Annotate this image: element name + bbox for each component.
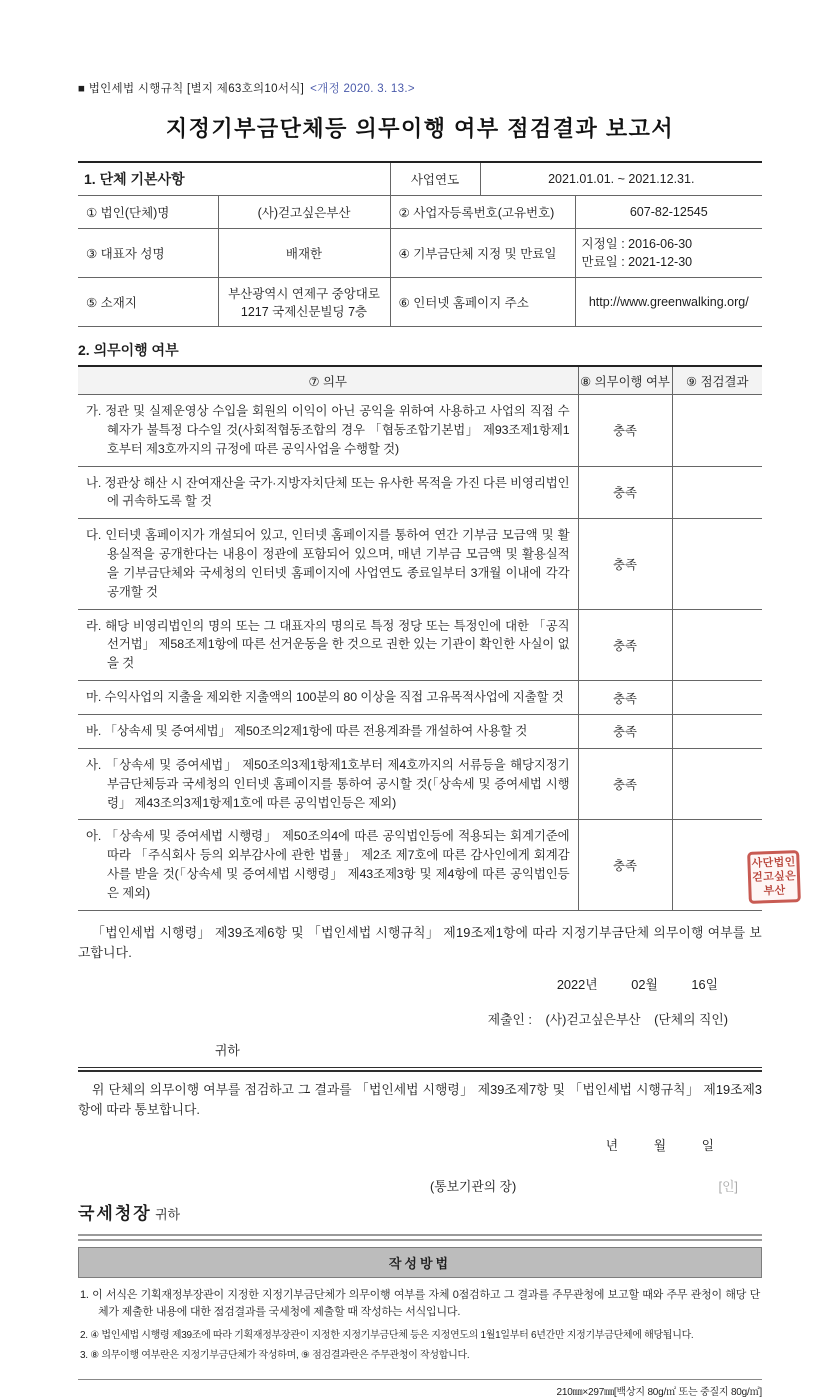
table-row: [78, 519, 762, 609]
result-value: [672, 466, 762, 519]
table-row: [78, 609, 762, 681]
duty-column-header: ⑦ 의무: [78, 366, 578, 395]
stamp-glyph: 인: [784, 856, 796, 869]
declaration-text: 「법인세법 시행령」 제39조제6항 및 「법인세법 시행규칙」 제19조제1항에 따라 지정기부금단체 의무이행 여부를 보고합니다.: [78, 924, 762, 961]
gray-divider: [78, 1234, 762, 1241]
table-row: [78, 714, 762, 748]
stamp-glyph: 법: [773, 856, 785, 869]
designation-date-label: ④ 기부금단체 지정 및 만료일: [390, 229, 575, 278]
duty-text: 아. 「상속세 및 증여세법 시행령」 제50조의4에 따른 공익법인등에 적용되는 회계기준에 따라 「주식회사 등의 외부감사에 관한 법률」 제2조 제7호에 따른 감사인에게 회계감사를 받을 것(「상속세 및 증여세법 시행령」 제43조제3항 및 제4항에 따른 공익법인등은 제외): [78, 820, 578, 910]
declaration-month: 02월: [631, 976, 658, 992]
seal-placeholder: [인]: [718, 1178, 738, 1194]
stamp-glyph: 산: [774, 884, 786, 897]
status-value: 충족: [578, 519, 672, 609]
notification-day: 일: [701, 1137, 714, 1153]
notification-month: 월: [653, 1137, 667, 1153]
stamp-glyph: 은: [784, 870, 797, 883]
result-value: [672, 519, 762, 609]
issuer-line: [78, 1176, 762, 1195]
duty-text: 다. 인터넷 홈페이지가 개설되어 있고, 인터넷 홈페이지를 통하여 연간 기부금 모금액 및 활용실적을 공개한다는 내용이 정관에 포함되어 있으며, 매년 기부금 모금액 및 활용실적을 기부금단체와 국세청의 인터넷 홈페이지에 사업연도 종료일부터 3개월 이내에 각각 공개할 것: [78, 519, 578, 609]
representative-value: 배재한: [218, 229, 390, 278]
stamp-glyph: 걷: [751, 871, 764, 884]
website-value: http://www.greenwalking.org/: [575, 278, 762, 327]
section-divider: [78, 1067, 762, 1072]
corporate-seal-stamp: [747, 850, 801, 904]
result-value: [672, 681, 762, 715]
declaration-year: 2022년: [556, 976, 598, 992]
address-label: ⑤ 소재지: [78, 278, 218, 327]
status-column-header: ⑧ 의무이행 여부: [578, 366, 672, 395]
designation-start-date: 지정일 : 2016-06-30: [581, 236, 693, 251]
status-value: 충족: [578, 681, 672, 715]
status-value: 충족: [578, 714, 672, 748]
result-value: [672, 714, 762, 748]
table-row: [78, 681, 762, 715]
entity-name-value: (사)걷고싶은부산: [218, 196, 390, 229]
nts-recipient-line: [78, 1199, 762, 1224]
paper-spec-footer: 210㎜×297㎜[백상지 80g/㎡ 또는 중질지 80g/㎡]: [556, 1386, 762, 1398]
nts-recipient-suffix: 귀하: [155, 1206, 180, 1222]
stamp-glyph: 고: [762, 871, 775, 884]
compliance-table: [78, 365, 762, 911]
business-year-label: 사업연도: [390, 162, 480, 196]
revision-note: <개정 2020. 3. 13.>: [310, 83, 415, 95]
section1-title: 1. 단체 기본사항: [78, 162, 390, 196]
submitter-name: (사)걷고싶은부산: [545, 1011, 641, 1027]
duty-text: 가. 정관 및 실제운영상 수입을 회원의 이익이 아닌 공익을 위하여 사용하고 사업의 직접 수혜자가 불특정 다수일 것(사회적협동조합의 경우 「협동조합기본법」 제93조제1항제1호부터 제3호까지의 규정에 따른 공익사업을 수행할 것): [78, 395, 578, 467]
address-value: 부산광역시 연제구 중앙대로 1217 국제신문빌딩 7층: [218, 278, 390, 327]
instructions-section: [78, 1247, 762, 1380]
declaration-date: [78, 974, 762, 993]
instruction-item: 1. 이 서식은 기획재정부장관이 지정한 지정기부금단체가 의무이행 여부를 자체 0점검하고 그 결과를 주무관청에 보고할 때와 주무 관청이 해당 단체가 제출한 내용에 대한 점검결과를 국세청에 제출할 때 작성하는 서식입니다.: [80, 1288, 760, 1318]
declaration-recipient: 귀하: [215, 1042, 240, 1058]
submitter-line: [78, 1009, 762, 1028]
notification-date: [78, 1135, 762, 1154]
business-year-value: 2021.01.01. ~ 2021.12.31.: [480, 162, 762, 196]
website-label: ⑥ 인터넷 홈페이지 주소: [390, 278, 575, 327]
table-row: [78, 748, 762, 820]
basic-info-table: [78, 161, 762, 327]
duty-text: 나. 정관상 해산 시 잔여재산을 국가·지방자치단체 또는 유사한 목적을 가진 다른 비영리법인에 귀속하도록 할 것: [78, 466, 578, 519]
compliance-header-row: [78, 366, 762, 395]
status-value: 충족: [578, 820, 672, 910]
result-value: [672, 609, 762, 681]
designation-end-date: 만료일 : 2021-12-30: [581, 255, 693, 269]
nts-commissioner: 국세청장: [78, 1203, 152, 1223]
stamp-glyph: 부: [763, 885, 775, 898]
stamp-glyph: 단: [762, 857, 774, 870]
instruction-item: 2. ④ 법인세법 시행령 제39조에 따라 기획재정부장관이 지정한 지정기부금단체 등은 지정연도의 1월1일부터 6년간만 지정기부금단체에 해당됩니다.: [80, 1329, 694, 1341]
table-row: [78, 466, 762, 519]
duty-text: 사. 「상속세 및 증여세법」 제50조의3제1항제1호부터 제4호까지의 서류등을 해당지정기부금단체등과 국세청의 인터넷 홈페이지를 통하여 공시할 것(「상속세 및 증여세법 시행령」 제43조의3제1항제1호에 따른 공익법인등은 제외): [78, 748, 578, 820]
entity-name-label: ① 법인(단체)명: [78, 196, 218, 229]
form-reference: ■ 법인세법 시행규칙 [별지 제63호의10서식]: [78, 83, 305, 95]
issuer-title: (통보기관의 장): [430, 1178, 517, 1194]
notification-year: 년: [605, 1137, 619, 1153]
page-title: 지정기부금단체등 의무이행 여부 점검결과 보고서: [165, 116, 675, 141]
status-value: 충족: [578, 466, 672, 519]
registration-number-value: 607-82-12545: [575, 196, 762, 229]
submitter-label: 제출인 :: [487, 1011, 532, 1027]
notification-text: 위 단체의 의무이행 여부를 점검하고 그 결과를 「법인세법 시행령」 제39조제7항 및 「법인세법 시행규칙」 제19조제3항에 따라 통보합니다.: [78, 1081, 762, 1118]
registration-number-label: ② 사업자등록번호(고유번호): [390, 196, 575, 229]
instructions-list: [78, 1278, 762, 1375]
duty-text: 라. 해당 비영리법인의 명의 또는 그 대표자의 명의로 특정 정당 또는 특정인에 대한 「공직선거법」 제58조제1항에 따른 선거운동을 한 것으로 권한 있는 기관이 확인한 사실이 없을 것: [78, 609, 578, 681]
declaration-day: 16일: [691, 976, 718, 992]
table-row: [78, 395, 762, 467]
status-value: 충족: [578, 609, 672, 681]
status-value: 충족: [578, 395, 672, 467]
section2-title: 2. 의무이행 여부: [78, 342, 179, 358]
table-row: [78, 820, 762, 910]
result-value: [672, 748, 762, 820]
seal-note: (단체의 직인): [654, 1011, 728, 1027]
stamp-glyph: 사: [751, 857, 763, 870]
representative-label: ③ 대표자 성명: [78, 229, 218, 278]
instructions-title: 작성방법: [78, 1247, 762, 1278]
status-value: 충족: [578, 748, 672, 820]
result-value: [672, 395, 762, 467]
designation-date-value: [575, 229, 762, 278]
instruction-item: 3. ⑧ 의무이행 여부란은 지정기부금단체가 작성하며, ⑨ 점검결과란은 주무관청이 작성합니다.: [80, 1350, 470, 1362]
result-column-header: ⑨ 점검결과: [672, 366, 762, 395]
duty-text: 바. 「상속세 및 증여세법」 제50조의2제1항에 따른 전용계좌를 개설하여 사용할 것: [78, 714, 578, 748]
duty-text: 마. 수익사업의 지출을 제외한 지출액의 100분의 80 이상을 직접 고유목적사업에 지출할 것: [78, 681, 578, 715]
stamp-glyph: 싶: [773, 870, 786, 883]
form-reference-line: [78, 80, 762, 96]
